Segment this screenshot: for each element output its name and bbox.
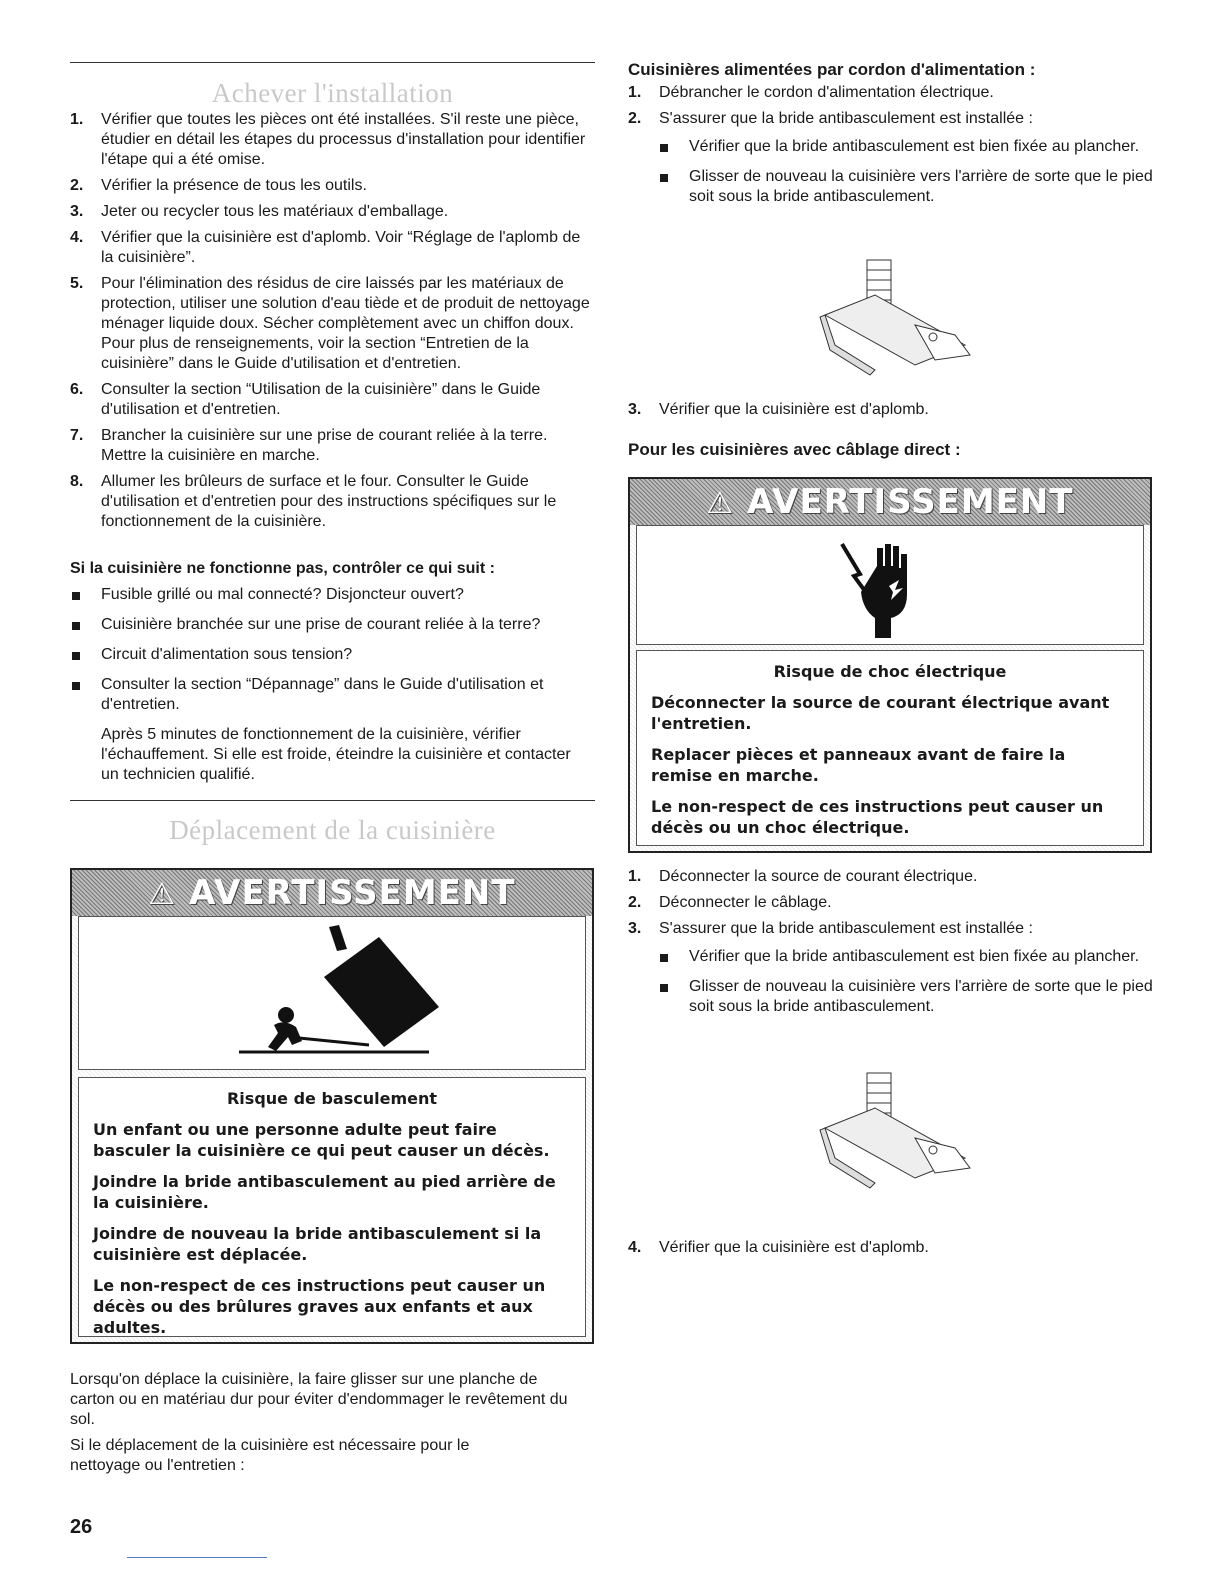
tipping-icon-area (78, 916, 586, 1070)
cord-sub-2: Glisser de nouveau la cuisinière vers l'arrière de sorte que le pied soit sous la bride antibasculement. (628, 167, 1153, 207)
after-check-paragraph: Après 5 minutes de fonctionnement de la cuisinière, vérifier l'échauffement. Si elle est froide, éteindre la cuisinière et contacter un technicien qualifié. (101, 726, 571, 783)
step-text: Brancher la cuisinière sur une prise de courant reliée à la terre. Mettre la cuisinière en marche. (101, 427, 548, 464)
cord-step-2: S'assurer que la bride antibasculement est installée : (659, 110, 1033, 127)
check-item: Circuit d'alimentation sous tension? (70, 645, 595, 665)
cord-sub-1: Vérifier que la bride antibasculement est bien fixée au plancher. (628, 137, 1153, 157)
step-number: 2. (70, 177, 84, 194)
cord-step-3: Vérifier que la cuisinière est d'aplomb. (659, 401, 929, 418)
direct-step-4-row (628, 1238, 1184, 1258)
installation-step (70, 274, 595, 374)
shock-risk-title: Risque de choc électrique (773, 662, 1007, 681)
step-text: Consulter la section “Utilisation de la cuisinière” dans le Guide d'utilisation et d'entretien. (101, 381, 541, 418)
direct-step-4: Vérifier que la cuisinière est d'aplomb. (659, 1239, 929, 1256)
warning-triangle-icon: ⚠ (706, 486, 735, 521)
step-number: 8. (70, 473, 84, 490)
direct-step-2: Déconnecter le câblage. (659, 894, 832, 911)
warning-header-text (148, 873, 515, 913)
installation-step (70, 176, 595, 196)
step-text: Vérifier que la cuisinière est d'aplomb. Voir “Réglage de l'aplomb de la cuisinière”. (101, 229, 581, 266)
installation-steps (70, 110, 595, 538)
check-list (70, 585, 595, 725)
step-text: Allumer les brûleurs de surface et le four. Consulter le Guide d'utilisation et d'entretien pour des instructions spécifiques sur le fonctionnement de la cuisinière. (101, 473, 557, 530)
warning-header (630, 479, 1150, 525)
direct-sub-1: Vérifier que la bride antibasculement est bien fixée au plancher. (628, 947, 1153, 967)
step-number: 5. (70, 275, 84, 292)
step-number: 4. (628, 1239, 642, 1256)
section-rule-top-left (70, 62, 595, 63)
cord-step-1: Débrancher le cordon d'alimentation électrique. (659, 84, 994, 101)
tipping-risk-title: Risque de basculement (226, 1089, 437, 1108)
tipping-warning-line-1: Un enfant ou une personne adulte peut faire basculer la cuisinière ce qui peut causer un décès. (93, 1120, 550, 1160)
cord-step-3-row (628, 400, 1184, 420)
step-number: 4. (70, 229, 84, 246)
moving-paragraph-1: Lorsqu'on déplace la cuisinière, la faire glisser sur une planche de carton ou en matériau dur pour éviter d'endommager le revêtement du sol. (70, 1371, 568, 1428)
anti-tip-bracket-illustration-2 (815, 1068, 980, 1193)
tipping-warning-box (70, 868, 594, 1344)
shock-warning-line-1: Déconnecter la source de courant électrique avant l'entretien. (651, 693, 1110, 733)
shock-warning-line-2: Replacer pièces et panneaux avant de faire la remise en marche. (651, 745, 1066, 785)
shock-warning-body (636, 650, 1144, 846)
step-number: 1. (628, 84, 642, 101)
moving-paragraph-2: Si le déplacement de la cuisinière est nécessaire pour le nettoyage ou l'entretien : (70, 1437, 470, 1474)
step-text: Vérifier la présence de tous les outils. (101, 177, 367, 194)
direct-step-1: Déconnecter la source de courant électrique. (659, 868, 978, 885)
step-number: 1. (70, 111, 84, 128)
direct-steps (628, 867, 1153, 1027)
direct-step-3: S'assurer que la bride antibasculement est installée : (659, 920, 1033, 937)
check-item: Cuisinière branchée sur une prise de courant reliée à la terre? (70, 615, 595, 635)
shock-warning-line-3: Le non-respect de ces instructions peut causer un décès ou un choc électrique. (651, 797, 1104, 837)
installation-step (70, 426, 595, 466)
section-title-installation: Achever l'installation (211, 78, 454, 108)
step-number: 7. (70, 427, 84, 444)
warning-triangle-icon: ⚠ (148, 877, 177, 912)
installation-step (70, 380, 595, 420)
step-number: 6. (70, 381, 84, 398)
step-text: Jeter ou recycler tous les matériaux d'emballage. (101, 203, 449, 220)
anti-tip-bracket-illustration-1 (815, 255, 980, 380)
warning-header (72, 870, 592, 916)
installation-step (70, 472, 595, 532)
section-title-moving: Déplacement de la cuisinière (169, 815, 496, 845)
installation-step (70, 202, 595, 222)
step-number: 1. (628, 868, 642, 885)
step-text: Vérifier que toutes les pièces ont été installées. S'il reste une pièce, étudier en détail les étapes du processus d'installation pour identifier l'étape qui a été omise. (101, 111, 586, 168)
installation-step (70, 110, 595, 170)
warning-header-label: AVERTISSEMENT (747, 482, 1074, 522)
step-number: 2. (628, 894, 642, 911)
shock-icon-area (636, 525, 1144, 645)
check-item: Consulter la section “Dépannage” dans le Guide d'utilisation et d'entretien. (70, 675, 595, 715)
installation-step (70, 228, 595, 268)
step-number: 3. (628, 920, 642, 937)
direct-wire-heading: Pour les cuisinières avec câblage direct : (628, 440, 961, 459)
electric-shock-hand-icon (637, 526, 1147, 644)
section-rule-mid-left (70, 800, 595, 801)
tipping-warning-line-4: Le non-respect de ces instructions peut causer un décès ou des brûlures graves aux enfants et aux adultes. (93, 1276, 546, 1337)
direct-sub-2: Glisser de nouveau la cuisinière vers l'arrière de sorte que le pied soit sous la bride antibasculement. (628, 977, 1153, 1017)
check-heading: Si la cuisinière ne fonctionne pas, contrôler ce qui suit : (70, 560, 495, 577)
footer-line (127, 1557, 267, 1558)
shock-warning-box (628, 477, 1152, 853)
step-number: 3. (628, 401, 642, 418)
tipping-warning-line-2: Joindre la bride antibasculement au pied arrière de la cuisinière. (93, 1172, 556, 1212)
step-text: Pour l'élimination des résidus de cire laissés par les matériaux de protection, utiliser une solution d'eau tiède et de produit de nettoyage ménager liquide doux. Sécher complètement avec un chiffon doux. Pour plus de renseignements, voir la section “Entretien de la cuisinière” dans le Guide d'utilisation et d'entretien. (101, 275, 590, 372)
page-number: 26 (70, 1516, 93, 1538)
tipping-warning-body (78, 1077, 586, 1337)
warning-header-label: AVERTISSEMENT (189, 873, 516, 913)
tipping-warning-line-3: Joindre de nouveau la bride antibasculement si la cuisinière est déplacée. (93, 1224, 542, 1264)
tipping-range-icon (79, 917, 589, 1069)
cord-heading: Cuisinières alimentées par cordon d'alimentation : (628, 60, 1036, 79)
check-item: Fusible grillé ou mal connecté? Disjoncteur ouvert? (70, 585, 595, 605)
step-number: 2. (628, 110, 642, 127)
cord-steps (628, 83, 1153, 217)
step-number: 3. (70, 203, 84, 220)
warning-header-text (706, 482, 1073, 522)
